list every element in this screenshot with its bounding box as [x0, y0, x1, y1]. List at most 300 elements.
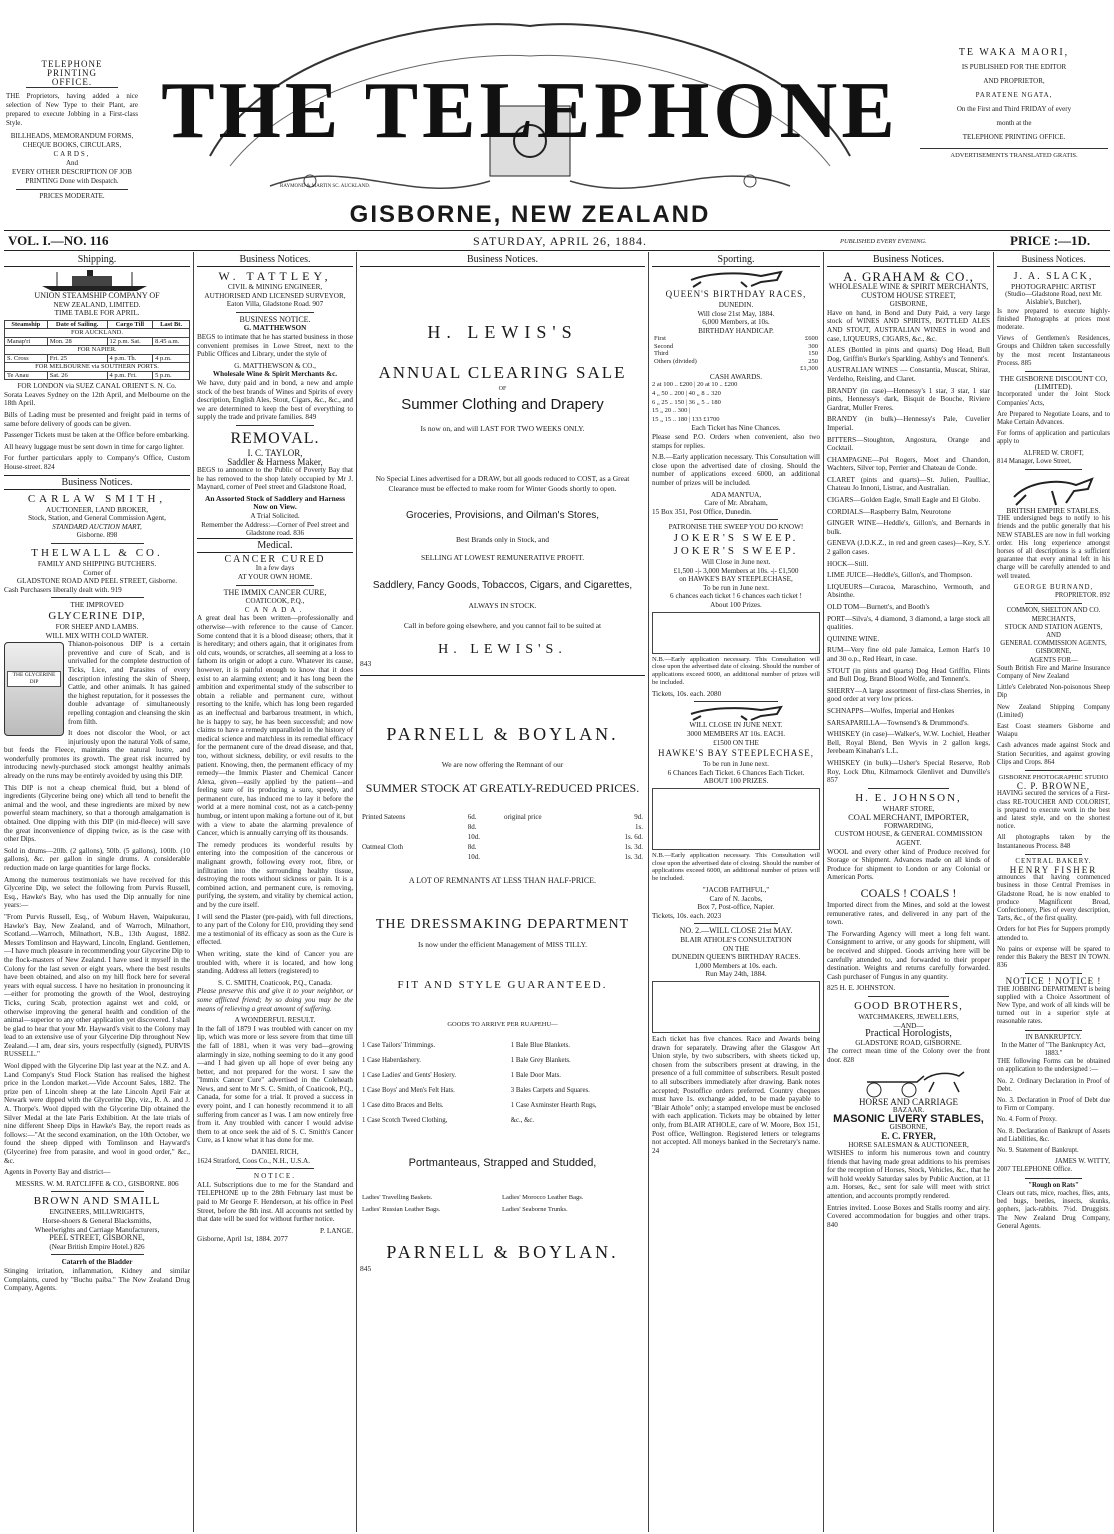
- volume-number: VOL. I.—NO. 116: [8, 233, 109, 248]
- list-item: BRANDY (in case)—Hennessy's 1 star, 3 star, 1 star pints, Hennessy's dark, Bisquit de Bouche, Riviere Gardrat, Muller Freres.: [827, 386, 990, 412]
- text: 15 Box 351, Post Office, Dunedin.: [652, 507, 752, 516]
- list-item: No. 4. Form of Proxy.: [997, 1116, 1057, 1124]
- table-cell: Ladies' Seaborne Trunks.: [502, 1206, 568, 1213]
- text: on HAWKE'S BAY STEEPLECHASE,: [679, 575, 793, 584]
- text: THE GISBORNE DISCOUNT CO, (LIMITED).: [999, 374, 1108, 392]
- summer-clothing-heading: Summer Clothing and Drapery: [401, 396, 604, 413]
- text: G. MATTHEWSON & CO.,: [234, 361, 316, 370]
- text: Care of Mr. Abraham,: [704, 499, 768, 508]
- text: S. C. SMITH, Coaticook, P.Q., Canada.: [218, 978, 332, 987]
- text: (Studio—Gladstone Road, next Mr. Aislabie's, Butcher),: [1005, 291, 1102, 307]
- dressmaking-heading: THE DRESSMAKING DEPARTMENT: [375, 917, 630, 932]
- table-cell: 3 Bales Carpets and Squares.: [510, 1087, 590, 1094]
- left-box-line: PRICES MODERATE.: [16, 189, 128, 201]
- steamship-icon: [37, 270, 157, 292]
- text: CIVIL & MINING ENGINEER,: [227, 283, 323, 291]
- section-heading: Business Notices.: [997, 253, 1110, 267]
- text: GISBORNE,: [1035, 648, 1072, 656]
- table-cell: Second: [654, 342, 674, 350]
- text: PATRONISE THE SWEEP YOU DO KNOW!: [668, 523, 804, 532]
- text: In the fall of 1879 I was troubled with cancer on my lip, which was more or less severe from that time till the fall of 1881, when it was very bad—growing alarmingly in size, nothing seeming to do it any good—and I had given up all hope of ever being any better, and not prepared for the worst. I saw the "Immix Cancer Cure" advertised in the Coleheath News, and sent to Mr S. C. Smith, of Coaticook, P.Q., Canada, for some for a trial. It proved a success in every point, and I can honestly recommend it to all suffering from cancer as I was. I am now entirely free from it. Any troubled with cancer I would advise them to at once seek the aid of S. C. Smith's Cancer Cure, as I know what it has done for me.: [197, 1024, 353, 1145]
- text: Agents in Poverty Bay and district—: [4, 1168, 111, 1177]
- publishing-frequency: PUBLISHED EVERY EVENING.: [840, 238, 927, 245]
- table-cell: 1s. 6d.: [624, 833, 643, 841]
- text: Corner of: [83, 568, 111, 577]
- text: BEGS to announce to the Public of Poverty Bay that he has removed to the shop lately occupied by Mr J. Maynard, corner of Peel street and Gladstone Road,: [197, 466, 353, 492]
- table-cell: 1 Bale Blue Blankets.: [510, 1042, 570, 1049]
- table-cell: First: [654, 335, 666, 343]
- text: Gisborne, April 1st, 1884. 2077: [197, 1235, 288, 1244]
- text: Saddlery, Fancy Goods, Tobaccos, Cigars, and Cigarettes,: [372, 580, 633, 591]
- text: Views of Gentlemen's Residences, Groups and Children taken successfully by the most recent Instantaneous Process. 885: [997, 335, 1110, 367]
- text: A Trial Solicited.: [250, 512, 300, 521]
- text: GISBORNE PHOTOGRAPHIC STUDIO: [998, 773, 1109, 781]
- table-cell: 250: [808, 357, 818, 365]
- text: We have, duty paid and in bond, a new and ample stock of the best brands of Wines and Spirits of every description, English Ales, Stout, Cigars, &c., &c., and we are determined to keep the best of everything to supply the trade and private families. 849: [197, 378, 353, 422]
- left-box-line: And: [65, 159, 79, 167]
- text: FOR LONDON via SUEZ CANAL ORIENT S. N. Co.: [17, 382, 177, 391]
- left-box-line: CARDS,: [53, 150, 91, 158]
- table-cell: 1s. 3d.: [624, 843, 643, 851]
- ad-title: CARLAW SMITH,: [27, 492, 167, 505]
- table-header: Steamship: [5, 320, 48, 329]
- left-box-line: BILLHEADS, MEMORANDUM FORMS,: [10, 132, 134, 140]
- text: 825 H. E. JOHNSTON.: [827, 984, 896, 993]
- text: FORWARDING,: [883, 821, 934, 830]
- text: 6,000 Members, at 10s.: [702, 318, 770, 327]
- table-cell: 4 p.m. Fri.: [107, 371, 153, 380]
- text: Tickets, 10s. each. 2080: [652, 689, 722, 698]
- right-box-line: month at the: [996, 119, 1032, 127]
- section-heading: Medical.: [197, 538, 353, 553]
- text: An Assorted Stock of Saddlery and Harness Now on View.: [204, 493, 346, 512]
- text: When writing, state the kind of Cancer you are troubled with, where it is located, and how long standing. Address all letters (registered) to: [197, 949, 353, 976]
- table-cell: Third: [654, 350, 669, 358]
- text: CUSTOM HOUSE, & GENERAL COMMISSION AGENT.: [834, 830, 983, 848]
- text: Incorporated under the Joint Stock Companies' Acts,: [997, 391, 1110, 407]
- text: PEEL STREET, GISBORNE,: [49, 1233, 145, 1243]
- text: About 100 Prizes.: [710, 600, 762, 609]
- glycerine-drum-icon: [4, 642, 64, 736]
- masthead: [150, 6, 910, 226]
- text: Will Close in June next.: [701, 557, 771, 566]
- text: GLADSTONE ROAD, GISBORNE.: [855, 1038, 962, 1047]
- text: Saddler & Harness Maker,: [227, 456, 323, 467]
- right-box-line: PARATENE NGATA,: [975, 91, 1053, 99]
- table-cell: &c., &c.: [510, 1117, 535, 1124]
- text: N.B.—Early application necessary. This Consultation will close upon the advertised date of closing. Should the number of applications exceed 6000, an additional number of prizes will be included.: [652, 851, 820, 883]
- table-cell: 9d.: [634, 813, 643, 821]
- list-item: CHAMPAGNE—Pol Rogers, Moet and Chandon, Wachters, Silver top, Perrier and Chateau de Conde.: [827, 455, 990, 473]
- text: ABOUT 100 PRIZES.: [703, 777, 769, 786]
- ad-title: QUEEN'S BIRTHDAY RACES,: [665, 289, 807, 299]
- text: GISBORNE,: [889, 300, 928, 309]
- section-heading: Business Notices.: [197, 253, 353, 267]
- text: HORSE AND CARRIAGE: [858, 1096, 958, 1107]
- text: Wool dipped with the Glycerine Dip last year at the N.Z. and A. Land Company's Stud Flock Station has realised the highest price in the London market.—Vide Account Sales, 1882. The prize pen of Lincoln sheep at the late Lincoln April Fair at Newark were dipped with the Glycerine Dip, viz., R. A. and J. A. Thorpe's. Wool dipped with the Glycerine Dip obtained the Silver Medal at the late Paris Exhibition. At the late trials of nine different Sheep Dips in Hawke's Bay, the report reads as follows:—"At the second examination, on the 10th October, we found the sheep dipped with Tomlinson and Hayward's (Glycerine) free from parasite, and wool in good order," &c., &c.: [4, 1062, 190, 1165]
- removal-heading: REMOVAL.: [230, 429, 320, 447]
- text: C. P. BROWNE,: [1016, 781, 1091, 792]
- table-cell: Others (divided): [654, 357, 697, 365]
- text: THE IMPROVED: [70, 601, 124, 610]
- text: Groceries, Provisions, and Oilman's Stores,: [405, 510, 600, 521]
- text: NOTICE.: [253, 1172, 297, 1181]
- text: THE following Forms can be obtained on application to the undersigned :—: [997, 1058, 1110, 1074]
- text: A WONDERFUL RESULT.: [234, 1016, 316, 1025]
- text: (Near British Empire Hotel.) 826: [49, 1242, 145, 1251]
- text: Among the numerous testimonials we have received for this Glycerine Dip, we select the following from Purvis Russell, Esq., Hawke's Bay, who has used the Dip annually for nine years:—: [4, 875, 190, 910]
- table-cell: Ladies' Travelling Baskets.: [362, 1194, 433, 1201]
- price: PRICE :—1D.: [1010, 233, 1091, 248]
- text: G. MATTHEWSON: [243, 324, 307, 333]
- text: We are now offering the Remnant of our: [441, 760, 564, 769]
- ad-title: THELWALL & CO.: [31, 547, 163, 559]
- coals-heading: COALS ! COALS !: [860, 886, 957, 901]
- text: ALL Subscriptions due to me for the Standard and TELEPHONE up to the 28th February last must be paid to Mr George F. Henderson, at his office in Peel Street, before the 8th inst. All accounts not settled by that date will be sued for without further notice.: [197, 1180, 353, 1224]
- issue-date: SATURDAY, APRIL 26, 1884.: [473, 234, 647, 248]
- text: MESSRS. W. M. RATCLIFFE & CO., GISBORNE. 806: [15, 1179, 179, 1188]
- text: WOOL and every other kind of Produce received for Storage or Shipment. Advances made on all kinds of Produce for shipment to London or any Colonial or American Ports.: [827, 847, 990, 882]
- prize-table: [652, 335, 820, 373]
- text: Will close 21st May, 1884.: [697, 309, 775, 318]
- table-cell: 10d.: [467, 833, 481, 841]
- text: GISBORNE,: [889, 1123, 928, 1132]
- text: No Special Lines advertised for a DRAW, but all goods reduced to COST, as a Great Clearance must be effected to make room for Winter Goods shortly to open.: [375, 474, 630, 493]
- text: Little's Celebrated Non-poisonous Sheep Dip: [997, 684, 1110, 700]
- text: Is now on, and will LAST FOR TWO WEEKS ONLY.: [420, 424, 585, 433]
- table-cell: Ladies' Morocco Leather Bags.: [502, 1194, 584, 1201]
- list-item: RUM—Very fine old pale Jamaica, Lemon Hart's 10 and 30 o.p., Red Heart, in case.: [827, 646, 990, 663]
- text: AUCTIONEER, LAND BROKER,: [45, 505, 149, 514]
- right-box-line: ADVERTISEMENTS TRANSLATED GRATIS.: [920, 148, 1108, 163]
- table-cell: 1 Bale Grey Blankets.: [510, 1057, 571, 1064]
- text: Imported direct from the Mines, and sold at the lowest remunerative rates, and delivered in any part of the town.: [827, 901, 990, 927]
- text: Is now under the efficient Management of MISS TILLY.: [417, 940, 587, 949]
- list-item: STOUT (in pints and quarts) Dog Head Griffin, Flints and Bull Dog, Brand Blood Wolfe, and Tennent's.: [827, 666, 990, 684]
- masonic-heading: MASONIC LIVERY STABLES,: [833, 1112, 984, 1125]
- column-sporting: [652, 253, 820, 1531]
- masthead-title: THE TELEPHONE: [161, 67, 899, 155]
- text: WILL MIX WITH COLD WATER.: [45, 631, 149, 640]
- text: BUSINESS NOTICE.: [239, 314, 311, 324]
- text: DUNEDIN.: [718, 301, 754, 309]
- text: In a few days: [255, 564, 295, 573]
- text: ALWAYS IN STOCK.: [468, 601, 537, 610]
- text: THE IMMIX CANCER CURE,: [223, 587, 327, 597]
- text: "JACOB FAITHFUL,": [702, 886, 770, 895]
- list-item: SHERRY—A large assortment of first-class Sherries, in good order at very low prices.: [827, 686, 990, 704]
- horse-carriage-icon: [849, 1068, 969, 1098]
- table-row: FOR AUCKLAND.: [5, 329, 190, 338]
- text: GOODS TO ARRIVE PER RUAPEHU—: [447, 1021, 558, 1028]
- table-cell: 12 p.m. Sat.: [107, 337, 153, 346]
- list-item: OLD TOM—Burnett's, and Booth's: [827, 603, 930, 611]
- text: GENERAL COMMISSION AGENTS,: [1000, 640, 1107, 648]
- text: BIRTHDAY HANDICAP.: [698, 326, 774, 335]
- text: AT YOUR OWN HOME.: [237, 573, 313, 582]
- text: P. LANGE.: [320, 1226, 353, 1235]
- text: MERCHANTS,: [1031, 615, 1076, 623]
- left-box-line: CHEQUE BOOKS, CIRCULARS,: [22, 141, 122, 149]
- table-cell: 8d.: [467, 843, 477, 851]
- list-item: CORDIALS—Raspberry Balm, Neurotone: [827, 507, 951, 516]
- table-cell: 6d.: [467, 813, 477, 821]
- text: Have on hand, in Bond and Duty Paid, a very large stock of WINES AND SPIRITS, BOTTLED ALES AND STOUT, AUSTRALIAN WINES in wood and case, LIQUEURS, CIGARS, &c., &c.: [827, 308, 990, 343]
- table-cell: 10d.: [467, 853, 481, 861]
- clearing-sale-heading: ANNUAL CLEARING SALE: [378, 363, 627, 382]
- text: THE undersigned begs to notify to his friends and the public generally that his NEW STABLES are now in full working order. His long experience amongst horses of all descriptions is a sufficient guarantee that every animal left in his charge will be carefully attended to and well treated.: [997, 515, 1110, 580]
- text: Stock, Station, and General Commission Agent,: [28, 514, 166, 523]
- text: Please preserve this and give it to your neighbor, or some afflicted friend; by so doing you may be the means of relieving a great amount of suffering.: [197, 987, 353, 1013]
- ad-title: JOKER'S SWEEP.: [673, 544, 799, 557]
- text: DUNEDIN QUEEN'S BIRTHDAY RACES.: [671, 953, 801, 962]
- text: NEW ZEALAND, LIMITED.: [53, 300, 141, 309]
- list-item: WHISKEY (in case)—Walker's, W.W. Lochiel, Heather Bell, Royal Blend, Ben Wyvis in 2 gallon kegs, Jerebeam Kinahan's L.L.: [827, 730, 990, 756]
- list-item: CLARET (pints and quarts)—St. Julien, Paulliac, Chateau Jo Innoni, Listrac, and Australian.: [827, 475, 990, 493]
- text: 843: [360, 659, 372, 668]
- text: CENTRAL BAKERY.: [1015, 857, 1092, 865]
- table-cell: 1 Case Scotch Tweed Clothing,: [362, 1117, 448, 1124]
- horse-jumping-icon: [1004, 473, 1104, 507]
- ad-title: BROWN AND SMAILL: [33, 1195, 161, 1208]
- table-cell: Te Anau: [5, 371, 48, 380]
- text: Entries invited. Loose Boxes and Stalls roomy and airy. Covered accommodation for buggies and other traps. 840: [827, 1203, 990, 1229]
- text: WHARF STORE,: [882, 804, 935, 813]
- text: COATICOOK, P.Q.,: [245, 597, 305, 606]
- summer-stock-heading: SUMMER STOCK AT GREATLY-REDUCED PRICES.: [365, 781, 640, 795]
- table-cell: £1,300: [800, 365, 818, 373]
- text: Wholesale Wine & Spirit Merchants &c.: [212, 370, 338, 379]
- text: IN BANKRUPTCY.: [1025, 1033, 1082, 1041]
- list-item: GINGER WINE—Heddle's, Gillon's, and Bernards in bulk.: [827, 519, 990, 536]
- text: BEGS to intimate that he has started business in those convenient premises in Lowe Street, next to the Public Offices and Library, under the style of: [197, 332, 353, 359]
- ad-title: GOOD BROTHERS,: [854, 999, 963, 1012]
- text: Box 7, Post-office, Napier.: [697, 903, 775, 912]
- text: To be run in June next.: [703, 760, 769, 769]
- ad-title: A. GRAHAM & CO.,: [843, 269, 974, 284]
- table-cell: Oatmeal Cloth: [362, 843, 404, 851]
- text: Care of N. Jacobs,: [709, 894, 763, 903]
- text: STANDARD AUCTION MART,: [52, 522, 142, 531]
- list-item: LIQUEURS—Curacoa, Maraschino, Vermouth, and Absinthe.: [827, 582, 990, 600]
- ad-title: H. E. JOHNSON,: [855, 791, 962, 804]
- text: Sold in drums—20lb. (2 gallons), 50lb. (5 gallons), 100lb. (10 gallons), &c. per gallon in single drums. A considerable reduction made on large quantities for large flocks.: [4, 846, 190, 872]
- table-cell: 150: [808, 350, 818, 358]
- text: ON THE: [722, 944, 750, 953]
- text: CANCER CURED: [224, 553, 326, 565]
- left-box-title: TELEPHONE: [41, 59, 103, 69]
- table-row: FOR MELBOURNE via SOUTHERN PORTS.: [5, 363, 190, 372]
- list-item: PORT—Silva's, 4 diamond, 3 diamond, a large stock all qualities.: [827, 614, 990, 632]
- list-item: No. 8. Declaration of Bankrupt of Assets and Liabilities, &c.: [997, 1127, 1110, 1143]
- text: "From Purvis Russell, Esq., of Woburn Haven, Waipukurau, Hawke's Bay, New Zealand, and of Warroch, Milnathort, Scotland.—Warroch, Milnathort, N.B., 13th August, 1882. Messrs Tomlinson and Hayward, Lincoln, England. Gentlemen,—I have much pleasure in recommending your Glycerine Dip to the flock-masters of New Zealand. I have used it myself in the Colony for the last seven or eight years, where the best results have been obtained, and also on my hill flock here for several years with equal success. I have no hesitation in pronouncing it—either for promoting the growth of the Wool, destroying Ticks, curing Scab, protection against wet and cold, or otherwise improving the general health and condition of the animal—superior to any other application yet discovered. I shall be glad to hear that your Mr. Hayward's visit to the Colony may lead to an extensive use of your Glycerine Dip throughout New Zealand.—I am, dear sirs, yours respectfully (signed), PURVIS RUSSELL.": [4, 912, 190, 1059]
- right-box: [920, 46, 1108, 221]
- drum-label: THE GLYCERINE DIP: [7, 671, 61, 687]
- text: JAMES W. WITTY,: [1055, 1158, 1110, 1166]
- lewis-title: H. LEWIS'S: [427, 322, 578, 342]
- text: BRITISH EMPIRE STABLES.: [1006, 506, 1101, 516]
- text: BLAIR ATHOLE'S CONSULTATION: [680, 936, 792, 945]
- list-item: No. 2. Ordinary Declaration in Proof of Debt.: [997, 1077, 1110, 1093]
- list-item: BRANDY (in bulk)—Hennessy's Pale, Cuvelier Imperial.: [827, 415, 990, 432]
- text: ENGINEERS, MILLWRIGHTS,: [49, 1208, 145, 1217]
- text: COMMON, SHELTON AND CO.: [1006, 607, 1101, 615]
- table-cell: 5 p.m.: [153, 371, 190, 380]
- text: Practical Horologists,: [865, 1028, 952, 1040]
- ad-title: GLYCERINE DIP,: [48, 609, 146, 622]
- text: Orders for hot Pies for Suppers promptly attended to.: [997, 926, 1110, 942]
- text: Best Brands only in Stock, and: [456, 535, 549, 544]
- text: 845: [360, 1264, 372, 1273]
- text: Cash Purchasers liberally dealt with. 919: [4, 585, 122, 594]
- section-heading: Sporting.: [652, 253, 820, 267]
- table-cell: original price: [504, 813, 542, 821]
- text: East Coast steamers Gisborne and Waiapu: [997, 722, 1110, 739]
- right-box-line: On the First and Third FRIDAY of every: [956, 105, 1072, 113]
- text: Tickets, 10s. each. 2023: [652, 911, 722, 920]
- text: GLADSTONE ROAD AND PEEL STREET, Gisborne.: [16, 577, 178, 586]
- text: "Rough on Rats": [1028, 1181, 1079, 1189]
- table-cell: Printed Sateens: [362, 813, 406, 821]
- text: 4 „ 50 .. 200 | 40 „ 8 .. 320: [652, 390, 721, 398]
- text: ALFRED W. CROFT,: [1023, 449, 1084, 457]
- table-cell: Manap'ri: [5, 337, 48, 346]
- text: GEORGE BURNAND,: [1013, 583, 1094, 591]
- text: New Zealand Shipping Company (Limited): [997, 703, 1110, 719]
- list-item: CIGARS—Golden Eagle, Small Eagle and El Globo.: [827, 496, 981, 505]
- text: 2 at 100 .. £200 | 20 at 10 .. £200: [652, 381, 738, 389]
- table-cell: 1s. 3d.: [624, 853, 643, 861]
- text: DANIEL RICH,: [251, 1148, 299, 1157]
- text: Is now prepared to execute highly-finished Photographs at prices most moderate.: [997, 307, 1110, 332]
- text: FOR SHEEP AND LAMBS.: [55, 622, 139, 631]
- table-cell: 1 Bale Door Mats.: [510, 1072, 561, 1079]
- masthead-engraver: RAYMOND & MARTIN SC. AUCKLAND.: [280, 184, 371, 189]
- text: I. C. TAYLOR,: [247, 447, 303, 458]
- list-item: AUSTRALIAN WINES — Constantia, Muscat, Shiraz, Verdelho, Reisling, and Claret.: [827, 366, 990, 383]
- text: WATCHMAKERS, JEWELLERS,: [858, 1012, 959, 1021]
- text: 3000 MEMBERS AT 10s. EACH.: [686, 729, 786, 738]
- table-cell: 1 Case Tailors' Trimmings.: [362, 1042, 436, 1049]
- text: COAL MERCHANT, IMPORTER,: [848, 812, 969, 823]
- list-item: HOCK—Still.: [827, 559, 869, 568]
- text: 15 „ 15 .. 180 | 133 £1700: [652, 415, 720, 423]
- ad-title: W. TATTLEY,: [218, 269, 332, 283]
- text: Each ticket has five chances. Race and Awards being drawn for separately. Drawing after the Glasgow Art Union style, by two subscribers, with sheets ticked up, chosen from the subscribers present at drawing, in the presence of a full committee of subscribers. Result posted to all subscribers immediately after drawing. Bank notes accepted; Postoffice orders preferred. Country cheques must have 1s. exchange added, to be made payable to "Blair Athole" only; a stamped envelope must be enclosed with each application. Tickets may be obtained by letter only, from BLAIR ATHOLE, care of W. Moore, Box 151, Post office, Wellington. Registered letters or telegrams not accepted. All moneys banked in the Secretary's name. 24: [652, 1035, 820, 1155]
- list-item: No. 9. Statement of Bankrupt.: [997, 1147, 1079, 1155]
- section-heading: Business Notices.: [827, 253, 990, 267]
- section-heading: Business Notices.: [360, 253, 645, 267]
- union-steamship-title: UNION STEAMSHIP COMPANY OF: [34, 291, 160, 300]
- text: 1,000 Members at 10s. each.: [694, 961, 778, 970]
- list-item: WHISKEY (in bulk)—Usher's Special Reserve, Rob Roy, Lock Dhu, Kilmarnock Glenlivet and Dunville's 857: [827, 758, 990, 785]
- list-item: BITTERS—Stoughton, Angostura, Orange and Cocktail.: [827, 435, 990, 453]
- table-cell: Mon. 28: [47, 337, 107, 346]
- text: CUSTOM HOUSE STREET,: [861, 290, 956, 300]
- text: CANADA.: [244, 605, 306, 614]
- section-heading: Business Notices.: [4, 475, 190, 490]
- text: HORSE SALESMAN & AUCTIONEER,: [848, 1140, 969, 1149]
- table-cell: Ladies' Russian Leather Bags.: [362, 1206, 441, 1213]
- ad-title: HAWKE'S BAY STEEPLECHASE,: [658, 748, 814, 759]
- text: CASH AWARDS.: [709, 372, 763, 381]
- right-box-title: TE WAKA MAORI,: [958, 47, 1070, 58]
- text: Remember the Address:—Corner of Peel street and Gladstone road. 836: [201, 520, 349, 538]
- text: The correct mean time of the Colony over the front door. 828: [827, 1047, 990, 1064]
- text: All heavy luggage must be sent down in time for cargo lighter.: [4, 442, 184, 451]
- table-cell: 1 Case Ladies' and Gents' Hosiery.: [362, 1072, 457, 1079]
- text: 6 Chances Each Ticket. 6 Chances Each Ticket.: [667, 768, 805, 777]
- left-box-line: EVERY OTHER DESCRIPTION OF JOB PRINTING Done with Despatch.: [12, 168, 132, 185]
- text: Sorata Leaves Sydney on the 12th April, and Melbourne on the 18th April.: [4, 390, 190, 408]
- text: Thianon-poisonous DIP is a certain preventive and cure of Scab, and is unrivalled for the complete destruction of Ticks, Lice, and Parasites of every description infesting the skin of Sheep, Cattle, and other animals. It has gained the highest reputation, for it possesses the double advantage of simultaneously repelling contagion and cleansing the skin from filth.: [68, 640, 190, 726]
- table-cell: 1 Case Haberdashery.: [362, 1057, 422, 1064]
- lewis-title: H. LEWIS'S.: [438, 642, 567, 657]
- masthead-place: GISBORNE, NEW ZEALAND: [349, 201, 711, 228]
- text: Gisborne. 898: [76, 531, 118, 540]
- text: E. C. FRYER,: [881, 1130, 936, 1141]
- text: HENRY FISHER: [1009, 864, 1098, 875]
- list-item: SARSAPARILLA—Townsend's & Drummond's.: [827, 718, 969, 727]
- text: The remedy produces its wonderful results by entering into the composition of the cancerous or malignant growth, following every root, fibre, or infiltration into the surrounding healthy tissue, destroying the roots without sickness or pain. It is a combined action, and permanent cure, is removing, purifying, the system, and vitality by chemical action, and by the cure itself.: [197, 840, 353, 909]
- ad-title: JOKER'S SWEEP.: [673, 531, 799, 544]
- text: 6 chances each ticket ! 6 chances each ticket !: [670, 592, 802, 601]
- text: WILL CLOSE IN JUNE NEXT.: [689, 721, 783, 730]
- text: PROPRIETOR. 892: [1054, 592, 1110, 600]
- racehorse-icon: [681, 270, 791, 288]
- text: Cash advances made against Stock and Station Securities, and against growing Clips and Crops. 864: [997, 742, 1110, 766]
- table-cell: 1s.: [635, 823, 643, 831]
- text: N.B.—Early application necessary. This Consultation will close upon the advertised date of closing. Should the number of applications exceed 6000, an additional number of prizes will be included.: [652, 453, 820, 487]
- left-box-title2: PRINTING OFFICE.: [26, 69, 118, 88]
- list-item: ALES (Bottled in pints and quarts) Dog Head, Bull Dog, Griffin's Burke's Sparkling, Ashby's and Tennent's.: [827, 346, 990, 363]
- text: £1,500 -|- 3,000 Members at 10s. -|- £1,500: [673, 566, 799, 575]
- text: Clears out rats, mice, roaches, flies, ants, bed bugs, beetles, insects, skunks, gophers, jack-rabbits. 7½d. Druggists. The New Zealand Drug Company, General Agents.: [997, 1189, 1110, 1230]
- text: No pains or expense will be spared to render this Bakery the BEST IN TOWN. 836: [997, 945, 1110, 970]
- text: I will send the Plaster (pre-paid), with full directions, to any part of the Colony for £10, providing they send me a testimonial of its efficacy as soon as the Cure is effected.: [197, 912, 353, 947]
- text: STOCK AND STATION AGENTS,: [1004, 623, 1103, 631]
- right-box-line: IS PUBLISHED FOR THE EDITOR: [961, 63, 1067, 71]
- text: AGENTS FOR—: [1029, 656, 1078, 664]
- text: Wheelwrights and Carriage Manufacturers,: [34, 1225, 160, 1234]
- text: Call in before going elsewhere, and you cannot fail to be suited at: [403, 621, 602, 630]
- racehorse-icon: [681, 705, 791, 721]
- column-business-notices: [197, 253, 353, 1531]
- table-header: Date of Sailing.: [47, 320, 107, 329]
- left-box-body: THE Proprietors, having added a nice selection of New Type to their Plant, are prepared to execute Jobbing in a First-class Style.: [6, 92, 138, 127]
- text: Run May 24th, 1884.: [705, 970, 767, 979]
- table-cell: 8d.: [467, 823, 477, 831]
- text: A LOT OF REMNANTS AT LESS THAN HALF-PRICE.: [408, 876, 597, 885]
- parnell-boylan-title: PARNELL & BOYLAN.: [386, 724, 619, 744]
- table-cell: 4 p.m. Th.: [107, 354, 153, 363]
- price-table: [360, 812, 645, 862]
- text: 1624 Stratford, Coos Co., N.H., U.S.A.: [197, 1156, 311, 1165]
- text: SELLING AT LOWEST REMUNERATIVE PROFIT.: [420, 553, 585, 562]
- left-box: [6, 60, 138, 222]
- table-cell: 8.45 a.m.: [153, 337, 190, 346]
- text: 15 „ 20 .. 300 |: [652, 407, 691, 415]
- table-row: FOR NAPIER.: [5, 346, 190, 355]
- table-cell: 1 Case Axminster Hearth Rugs,: [510, 1102, 597, 1109]
- text: 2007 TELEPHONE Office.: [997, 1166, 1073, 1174]
- text: For forms of application and particulars apply to: [997, 430, 1110, 446]
- table-header: Cargo Till: [107, 320, 153, 329]
- table-cell: 4 p.m.: [153, 354, 190, 363]
- text: NOTICE ! NOTICE !: [1005, 976, 1102, 987]
- column-lewis-parnell: [360, 253, 645, 1531]
- text: NO. 2.—WILL CLOSE 21st MAY.: [679, 926, 793, 936]
